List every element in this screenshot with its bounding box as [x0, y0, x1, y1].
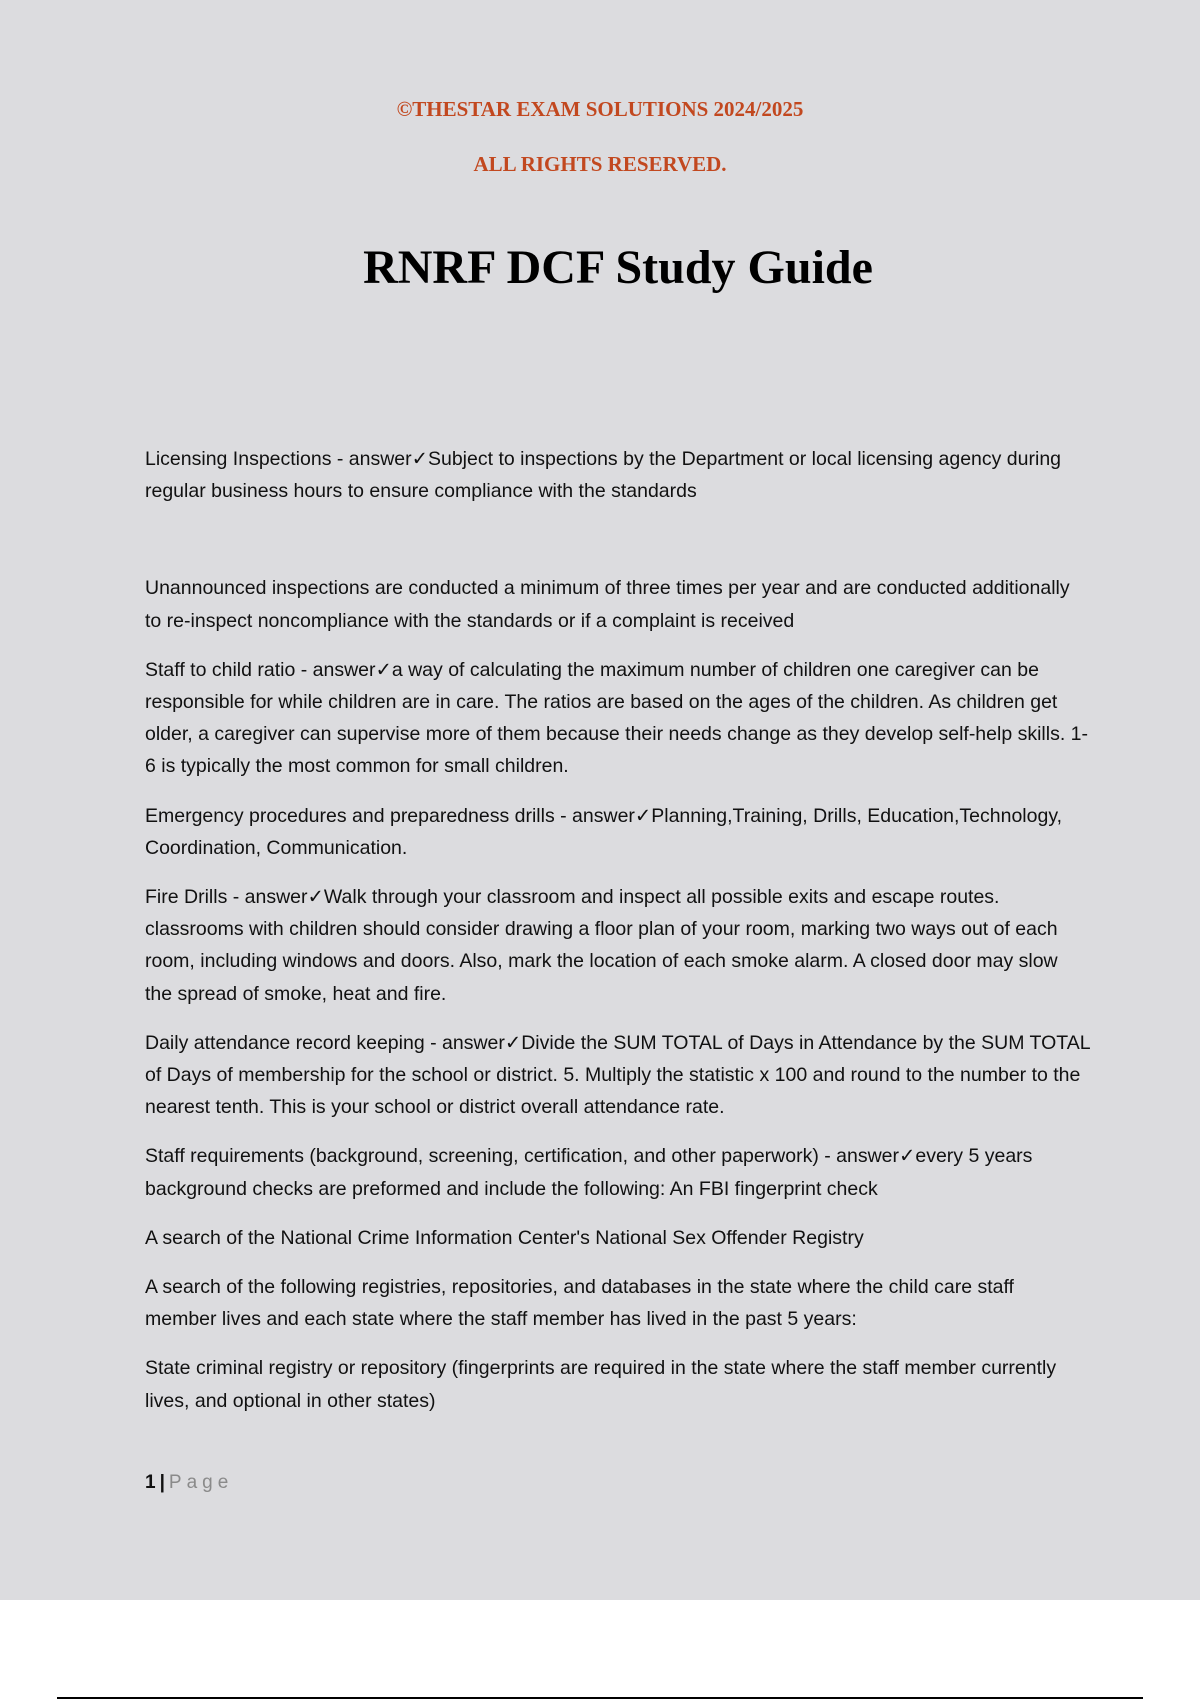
document-title: RNRF DCF Study Guide	[363, 241, 873, 294]
paragraph-staff-child-ratio: Staff to child ratio - answer✓a way of calculating the maximum number of children one caregiver can be responsible for while children are in care. The ratios are based on the ages of the children. As children get older, a caregiver can supervise more of them because their needs change as they develop self-help skills. 1-6 is typically the most common for small children.	[145, 658, 1089, 778]
paragraph-licensing-inspections: Licensing Inspections - answer✓Subject to inspections by the Department or local licensing agency during regular business hours to ensure compliance with the standards	[145, 448, 1062, 503]
paragraph-emergency-procedures: Emergency procedures and preparedness drills - answer✓Planning,Training, Drills, Education,Technology, Coordination, Communication.	[145, 804, 1063, 859]
page-footer	[145, 1472, 233, 1494]
divider-line	[57, 1697, 1143, 1699]
document-body	[145, 443, 1090, 1434]
paragraph-ncic-search: A search of the National Crime Information Center's National Sex Offender Registry	[145, 1226, 864, 1249]
paragraph-attendance-record: Daily attendance record keeping - answer✓Divide the SUM TOTAL of Days in Attendance by the SUM TOTAL of Days of membership for the school or district. 5. Multiply the statistic x 100 and round to the number to the nearest tenth. This is your school or district overall attendance rate.	[145, 1031, 1090, 1119]
copyright-header: ©THESTAR EXAM SOLUTIONS 2024/2025	[396, 97, 804, 121]
paragraph-registries-search: A search of the following registries, repositories, and databases in the state where the child care staff member lives and each state where the staff member has lived in the past 5 years:	[145, 1276, 1014, 1331]
page-number: 1	[145, 1472, 156, 1493]
footer-separator: |	[159, 1472, 165, 1493]
paragraph-fire-drills: Fire Drills - answer✓Walk through your classroom and inspect all possible exits and escape routes. classrooms with children should consider drawing a floor plan of your room, marking two ways out of each room, including windows and doors. Also, mark the location of each smoke alarm. A closed door may slow the spread of smoke, heat and fire.	[145, 886, 1058, 1005]
page-label: Page	[168, 1472, 234, 1493]
paragraph-staff-requirements: Staff requirements (background, screening, certification, and other paperwork) - answer✓every 5 years background checks are preformed and include the following: An FBI fingerprint check	[145, 1145, 1033, 1200]
paragraph-unannounced-inspections: Unannounced inspections are conducted a minimum of three times per year and are conducted additionally to re-inspect noncompliance with the standards or if a complaint is received	[145, 577, 1070, 632]
paragraph-state-criminal-registry: State criminal registry or repository (fingerprints are required in the state where the staff member currently lives, and optional in other states)	[145, 1357, 1057, 1412]
rights-reserved-header: ALL RIGHTS RESERVED.	[473, 152, 727, 176]
